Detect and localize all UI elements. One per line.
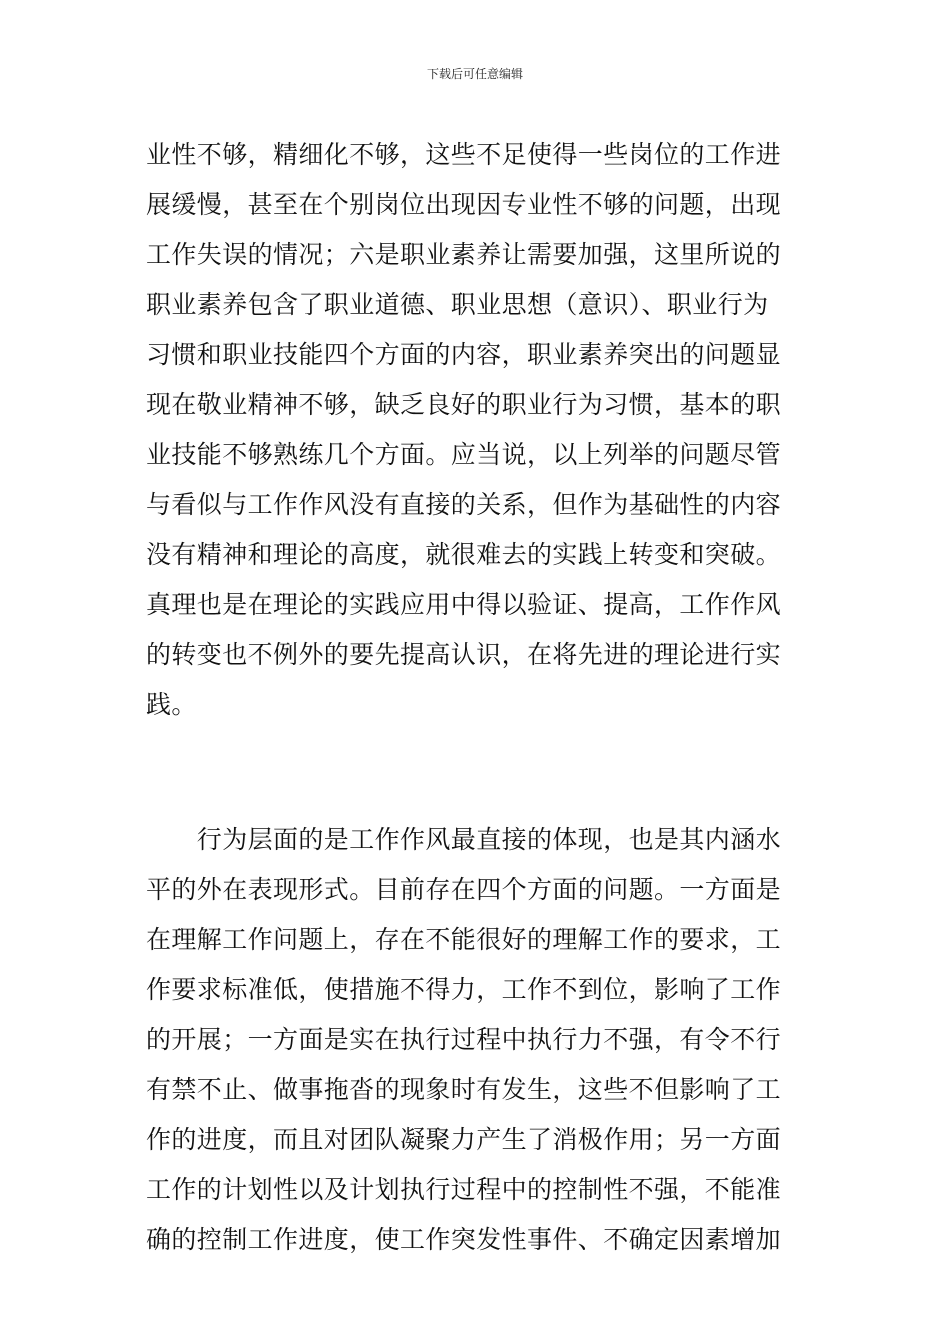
page-header: 下载后可任意编辑 [426,67,523,81]
text-line: 没有精神和理论的高度，就很难去的实践上转变和突破。 [146,540,782,569]
text-line: 平的外在表现形式。目前存在四个方面的问题。一方面是 [146,875,782,904]
text-line: 的转变也不例外的要先提高认识，在将先进的理论进行实 [146,640,782,669]
text-line: 行为层面的是工作作风最直接的体现，也是其内涵水 [146,825,782,854]
document-body [146,130,806,1265]
text-line: 习惯和职业技能四个方面的内容，职业素养突出的问题显 [146,340,782,369]
text-line: 与看似与工作作风没有直接的关系，但作为基础性的内容 [146,490,782,519]
text-line: 业性不够，精细化不够，这些不足使得一些岗位的工作进 [146,140,782,169]
text-line: 工作失误的情况；六是职业素养让需要加强，这里所说的 [146,240,782,269]
text-line: 确的控制工作进度，使工作突发性事件、不确定因素增加 [146,1225,782,1254]
text-line: 现在敬业精神不够，缺乏良好的职业行为习惯，基本的职 [146,390,782,419]
paragraph-2 [146,815,806,1265]
text-line: 真理也是在理论的实践应用中得以验证、提高，工作作风 [146,590,782,619]
text-line: 业技能不够熟练几个方面。应当说，以上列举的问题尽管 [146,440,782,469]
text-line: 在理解工作问题上，存在不能很好的理解工作的要求，工 [146,925,782,954]
paragraph-gap [146,730,806,815]
text-line: 展缓慢，甚至在个别岗位出现因专业性不够的问题，出现 [146,190,782,219]
text-line: 的开展；一方面是实在执行过程中执行力不强，有令不行 [146,1025,782,1054]
text-line: 作的进度，而且对团队凝聚力产生了消极作用；另一方面 [146,1125,782,1154]
text-line: 工作的计划性以及计划执行过程中的控制性不强，不能准 [146,1175,782,1204]
text-line: 作要求标准低，使措施不得力，工作不到位，影响了工作 [146,975,782,1004]
paragraph-1 [146,130,806,730]
text-line: 有禁不止、做事拖沓的现象时有发生，这些不但影响了工 [146,1075,782,1104]
text-line: 职业素养包含了职业道德、职业思想（意识）、职业行为 [146,290,769,319]
text-line: 践。 [146,690,197,719]
